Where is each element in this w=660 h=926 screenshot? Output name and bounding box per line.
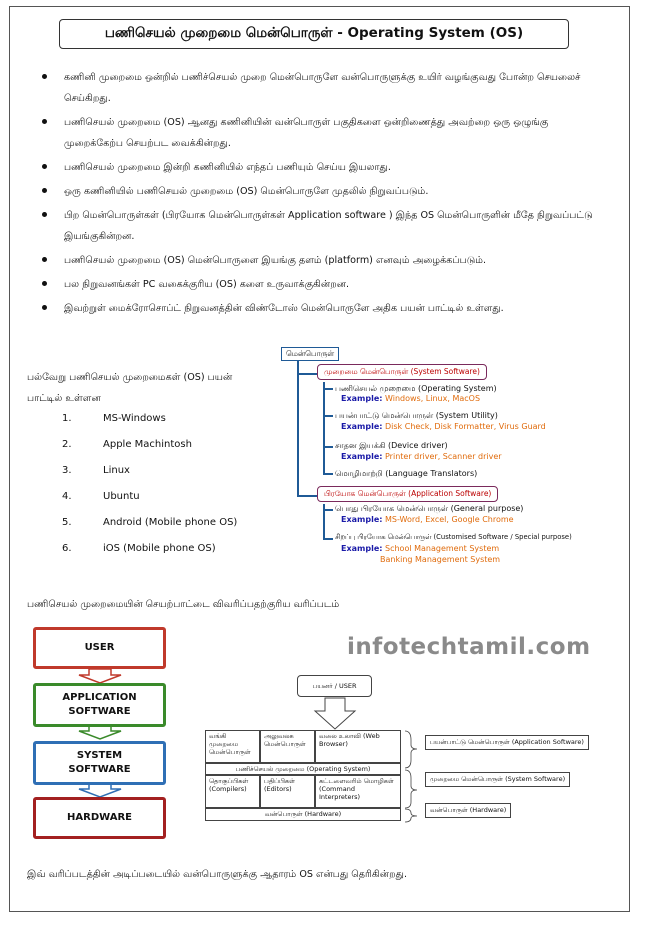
system-software-label: முறைமை மென்பொருள் (System Software) (425, 772, 570, 787)
os-list (62, 413, 237, 569)
layer-stack-diagram (33, 625, 168, 840)
hardware-label: வன்பொருள் (Hardware) (425, 803, 511, 818)
list-item (62, 413, 237, 439)
list-label: iOS (Mobile phone OS) (103, 543, 216, 554)
bullet-list (40, 67, 600, 322)
user-box: பயனர் / USER (297, 675, 372, 697)
list-item (62, 491, 237, 517)
compilers-cell: தொகுப்பிகள் (Compilers) (205, 775, 260, 808)
office-cell: அலுவலக மென்பொருள் (260, 730, 315, 763)
os-list-heading: பல்வேறு பணிசெயல் முறைமைகள் (OS) பயன் பாட்டில் உள்ளன (27, 372, 233, 404)
list-number: 4. (62, 491, 72, 502)
bullet-item: ஒரு கணினியில் பணிசெயல் முறைமை (OS) மென்பொருளே முதலில் நிறுவப்படும். (40, 181, 600, 202)
tree-connector (323, 538, 333, 540)
general-purpose-node: பொது பிரயோக மென்பொருள் (General purpose) (335, 504, 524, 513)
list-number: 6. (62, 543, 72, 554)
application-layer: APPLICATION SOFTWARE (33, 683, 166, 727)
driver-example: Example: Printer driver, Scanner driver (341, 452, 502, 461)
bullet-item: பிற மென்பொருள்கள் (பிரயோக மென்பொருள்கள் Application software ) இந்த OS மென்பொருளின் மீதே நிறுவப்பட்டு இயங்குகின்றன. (40, 205, 600, 247)
watermark: infotechtamil.com (347, 634, 591, 660)
diagram-heading: பணிசெயல் முறைமையின் செயற்பாட்டை விவரிப்பதற்குரிய வரிப்படம் (27, 599, 340, 610)
list-label: Linux (103, 465, 130, 476)
utility-node: பயன்பாட்டு மென்பொருள் (System Utility) (335, 411, 498, 420)
tree-connector (297, 495, 317, 497)
tree-connector (323, 388, 333, 390)
tree-root: மென்பொருள் (281, 347, 339, 361)
down-arrow-icon (313, 697, 357, 731)
page-title: பணிசெயல் முறைமை மென்பொருள் - Operating System (OS) (59, 19, 569, 49)
os-example: Example: Windows, Linux, MacOS (341, 394, 481, 403)
list-number: 3. (62, 465, 72, 476)
editors-cell: பதிப்பிகள் (Editors) (260, 775, 315, 808)
special-purpose-node: சிறப்பு பிரயோக மென்பொருள் (Customised Software / Special purpose) (335, 533, 572, 541)
list-number: 1. (62, 413, 72, 424)
special-example: Example: School Management System (341, 544, 500, 553)
bullet-item: பல நிறுவனங்கள் PC வகைக்குரிய (OS) களை உருவாக்குகின்றன. (40, 274, 600, 295)
os-layer-diagram (205, 675, 585, 835)
special-example-2: Banking Management System (380, 555, 501, 564)
list-label: MS-Windows (103, 413, 166, 424)
list-item (62, 517, 237, 543)
translator-node: மொழிமாற்றி (Language Translators) (335, 469, 478, 478)
list-item (62, 439, 237, 465)
list-label: Apple Machintosh (103, 439, 192, 450)
tree-connector (323, 509, 333, 511)
layer-braces (403, 730, 425, 825)
software-tree (275, 342, 615, 577)
list-label: Android (Mobile phone OS) (103, 517, 238, 528)
list-number: 2. (62, 439, 72, 450)
driver-node: சாதன இயக்கி (Device driver) (335, 441, 448, 450)
list-item (62, 543, 237, 569)
application-software-node: பிரயோக மென்பொருள் (Application Software) (317, 486, 498, 502)
tree-connector (323, 382, 325, 474)
bullet-item: பணிசெயல் முறைமை (OS) ஆனது கணினியின் வன்பொருள் பகுதிகளை ஒன்றிணைத்து அவற்றை ஒரு ஒழுங்கு முறைக்கேற்ப செயற்பட வைக்கின்றது. (40, 112, 600, 154)
system-software-node: முறைமை மென்பொருள் (System Software) (317, 364, 487, 380)
bullet-item: பணிசெயல் முறைமை இன்றி கணினியில் எந்தப் பணியும் செய்ய இயலாது. (40, 157, 600, 178)
utility-example: Example: Disk Check, Disk Formatter, Virus Guard (341, 422, 546, 431)
hardware-cell: வன்பொருள் (Hardware) (205, 808, 401, 821)
browser-cell: வலை உலாவி (Web Browser) (315, 730, 401, 763)
footer-text: இவ் வரிப்படத்தின் அடிப்படையில் வன்பொருளுக்கு ஆதாரம் OS என்பது தெரிகின்றது. (27, 869, 407, 880)
bullet-item: இவற்றுள் மைக்ரோசொப்ட் நிறுவனத்தின் விண்டோஸ் மென்பொருளே அதிக பயன் பாட்டில் உள்ளது. (40, 298, 600, 319)
list-label: Ubuntu (103, 491, 140, 502)
banking-cell: வங்கி முறைமை மென்பொருள் (205, 730, 260, 763)
bullet-item: பணிசெயல் முறைமை (OS) மென்பொருளை இயங்கு தளம் (platform) எனவும் அழைக்கப்படும். (40, 250, 600, 271)
tree-connector (323, 446, 333, 448)
tree-connector (297, 358, 299, 496)
hardware-layer: HARDWARE (33, 797, 166, 839)
general-example: Example: MS-Word, Excel, Google Chrome (341, 515, 514, 524)
tree-connector (297, 373, 317, 375)
os-node: பணிசெயல் முறைமை (Operating System) (335, 384, 497, 393)
list-number: 5. (62, 517, 72, 528)
os-cell: பணிச்செயல் முறைமை (Operating System) (205, 763, 401, 775)
tree-connector (323, 415, 333, 417)
user-layer: USER (33, 627, 166, 669)
interpreters-cell: கட்டளைவரிம் மொழிகள் (Command Interpreters) (315, 775, 401, 808)
application-software-label: பயன்பாட்டு மென்பொருள் (Application Software) (425, 735, 589, 750)
list-item (62, 465, 237, 491)
tree-connector (323, 473, 333, 475)
system-layer: SYSTEM SOFTWARE (33, 741, 166, 785)
bullet-item: கணினி முறைமை ஒன்றில் பணிச்செயல் முறை மென்பொருளே வன்பொருளுக்கு உயிர் வழங்குவது போன்ற செயலைச் செய்கிறது. (40, 67, 600, 109)
